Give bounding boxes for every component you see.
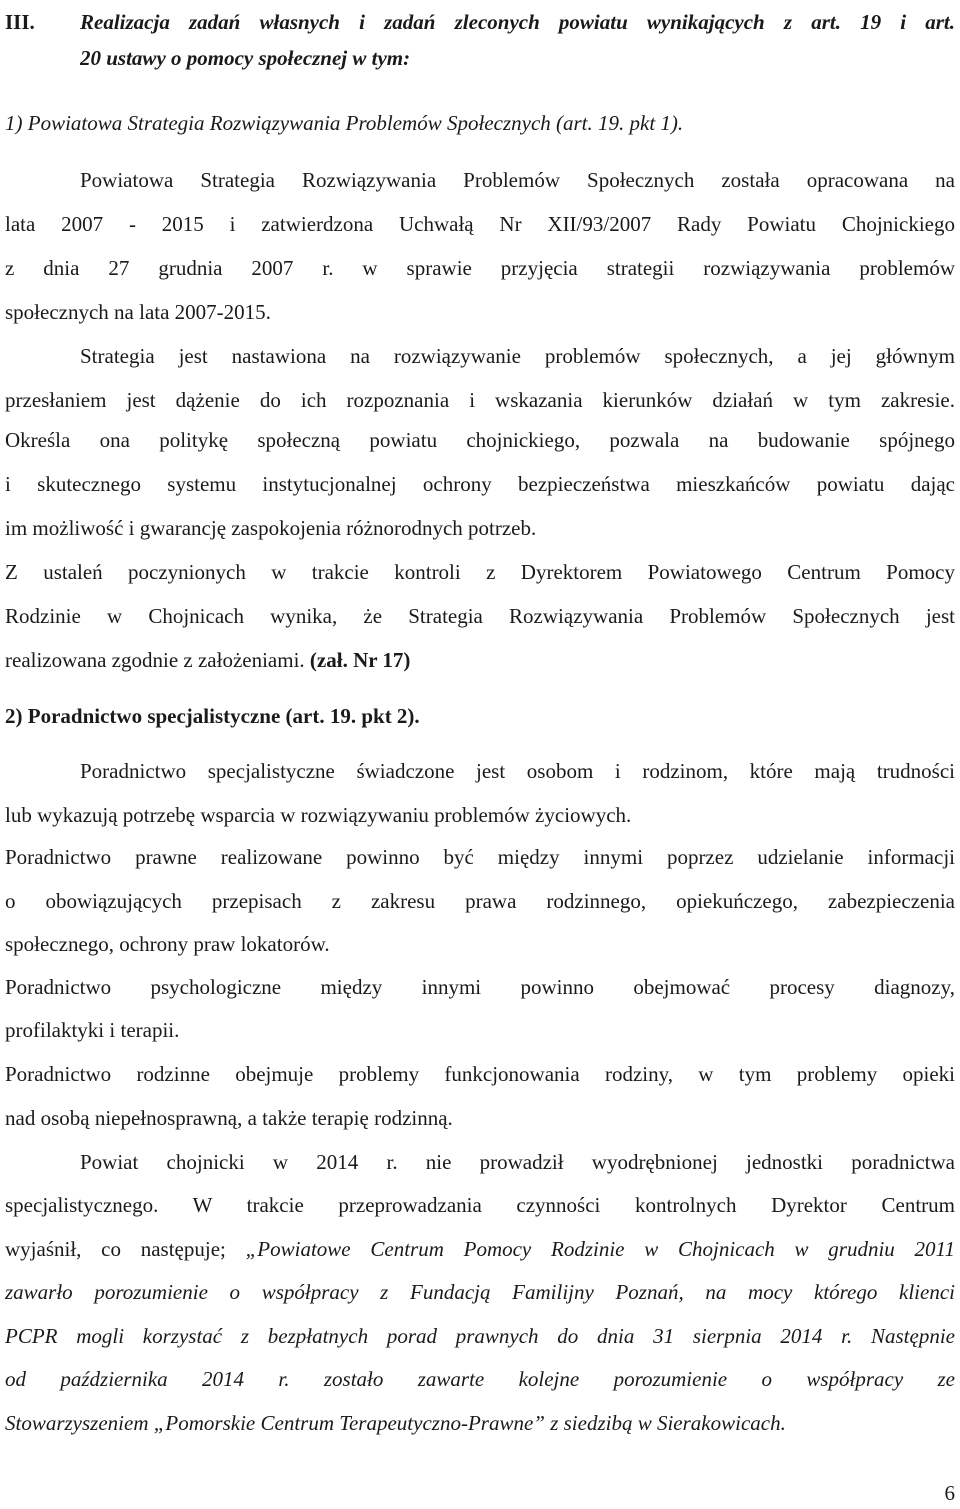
s2-p5-line-3 xyxy=(5,1227,955,1271)
heading-line-1: Realizacja zadań własnych i zadań zleconych powiatu wynikających z art. 19 i art. xyxy=(80,10,955,34)
s1-p4-line-3-text: realizowana zgodnie z założeniami. xyxy=(5,648,305,672)
section-2-title: 2) Poradnictwo specjalistyczne (art. 19. pkt 2). xyxy=(5,704,420,728)
s2-p4-line-1: Poradnictwo rodzinne obejmuje problemy funkcjonowania rodziny, w tym problemy opieki xyxy=(5,1062,955,1086)
s2-p5-italic-line-4: Stowarzyszeniem „Pomorskie Centrum Terapeutyczno-Prawne” z siedzibą w Sierakowicach. xyxy=(5,1411,786,1435)
s2-p1-line-1: Poradnictwo specjalistyczne świadczone jest osobom i rodzinom, które mają trudności xyxy=(80,759,955,783)
s1-p1-line-3: z dnia 27 grudnia 2007 r. w sprawie przyjęcia strategii rozwiązywania problemów xyxy=(5,256,955,280)
s2-p5-italic-line-2: PCPR mogli korzystać z bezpłatnych porad prawnych do dnia 31 sierpnia 2014 r. Następnie xyxy=(5,1324,955,1348)
s1-p3-line-3: im możliwość i gwarancję zaspokojenia różnorodnych potrzeb. xyxy=(5,516,537,540)
s2-p1-line-2: lub wykazują potrzebę wsparcia w rozwiązywaniu problemów życiowych. xyxy=(5,803,632,827)
s1-p3-line-2: i skutecznego systemu instytucjonalnej ochrony bezpieczeństwa mieszkańców powiatu dając xyxy=(5,472,955,496)
s1-p4-line-3 xyxy=(5,638,955,682)
s1-p3-line-1: Określa ona politykę społeczną powiatu chojnickiego, pozwala na budowanie spójnego xyxy=(5,428,955,452)
heading-number: III. xyxy=(5,10,35,34)
s1-p4-line-1: Z ustaleń poczynionych w trakcie kontroli z Dyrektorem Powiatowego Centrum Pomocy xyxy=(5,560,955,584)
s2-p3-line-1: Poradnictwo psychologiczne między innymi powinno obejmować procesy diagnozy, xyxy=(5,975,955,999)
s2-p3-line-2: profilaktyki i terapii. xyxy=(5,1018,180,1042)
heading-line-2: 20 ustawy o pomocy społecznej w tym: xyxy=(80,46,411,70)
s1-p1-line-2: lata 2007 - 2015 i zatwierdzona Uchwałą Nr XII/93/2007 Rady Powiatu Chojnickiego xyxy=(5,212,955,236)
s2-p2-line-1: Poradnictwo prawne realizowane powinno być między innymi poprzez udzielanie informacji xyxy=(5,845,955,869)
s2-p2-line-2: o obowiązujących przepisach z zakresu prawa rodzinnego, opiekuńczego, zabezpieczenia xyxy=(5,889,955,913)
s2-p2-line-3: społecznego, ochrony praw lokatorów. xyxy=(5,932,330,956)
section-1-title: 1) Powiatowa Strategia Rozwiązywania Problemów Społecznych (art. 19. pkt 1). xyxy=(5,111,684,135)
quote-start: „Powiatowe Centrum Pomocy Rodzinie w Chojnicach w grudniu 2011 xyxy=(245,1237,955,1261)
s1-p1-line-1: Powiatowa Strategia Rozwiązywania Problemów Społecznych została opracowana na xyxy=(80,168,955,192)
s2-p5-line-1: Powiat chojnicki w 2014 r. nie prowadził wyodrębnionej jednostki poradnictwa xyxy=(80,1150,955,1174)
attachment-reference: (zał. Nr 17) xyxy=(309,648,411,672)
s2-p5-line-3-text: wyjaśnił, co następuje; xyxy=(5,1237,246,1261)
s2-p5-italic-line-3: od października 2014 r. zostało zawarte kolejne porozumienie o współpracy ze xyxy=(5,1367,955,1391)
s1-p2-line-2: przesłaniem jest dążenie do ich rozpoznania i wskazania kierunków działań w tym zakresie. xyxy=(5,388,955,412)
s1-p1-line-4: społecznych na lata 2007-2015. xyxy=(5,300,271,324)
s2-p5-line-2: specjalistycznego. W trakcie przeprowadzania czynności kontrolnych Dyrektor Centrum xyxy=(5,1193,955,1217)
s2-p5-italic-line-1: zawarło porozumienie o współpracy z Fundacją Familijny Poznań, na mocy którego klienci xyxy=(5,1280,955,1304)
s2-p4-line-2: nad osobą niepełnosprawną, a także terapię rodzinną. xyxy=(5,1106,453,1130)
s1-p4-line-2: Rodzinie w Chojnicach wynika, że Strategia Rozwiązywania Problemów Społecznych jest xyxy=(5,604,955,628)
s1-p2-line-1: Strategia jest nastawiona na rozwiązywanie problemów społecznych, a jej głównym xyxy=(80,344,955,368)
page-number: 6 xyxy=(944,1481,955,1505)
